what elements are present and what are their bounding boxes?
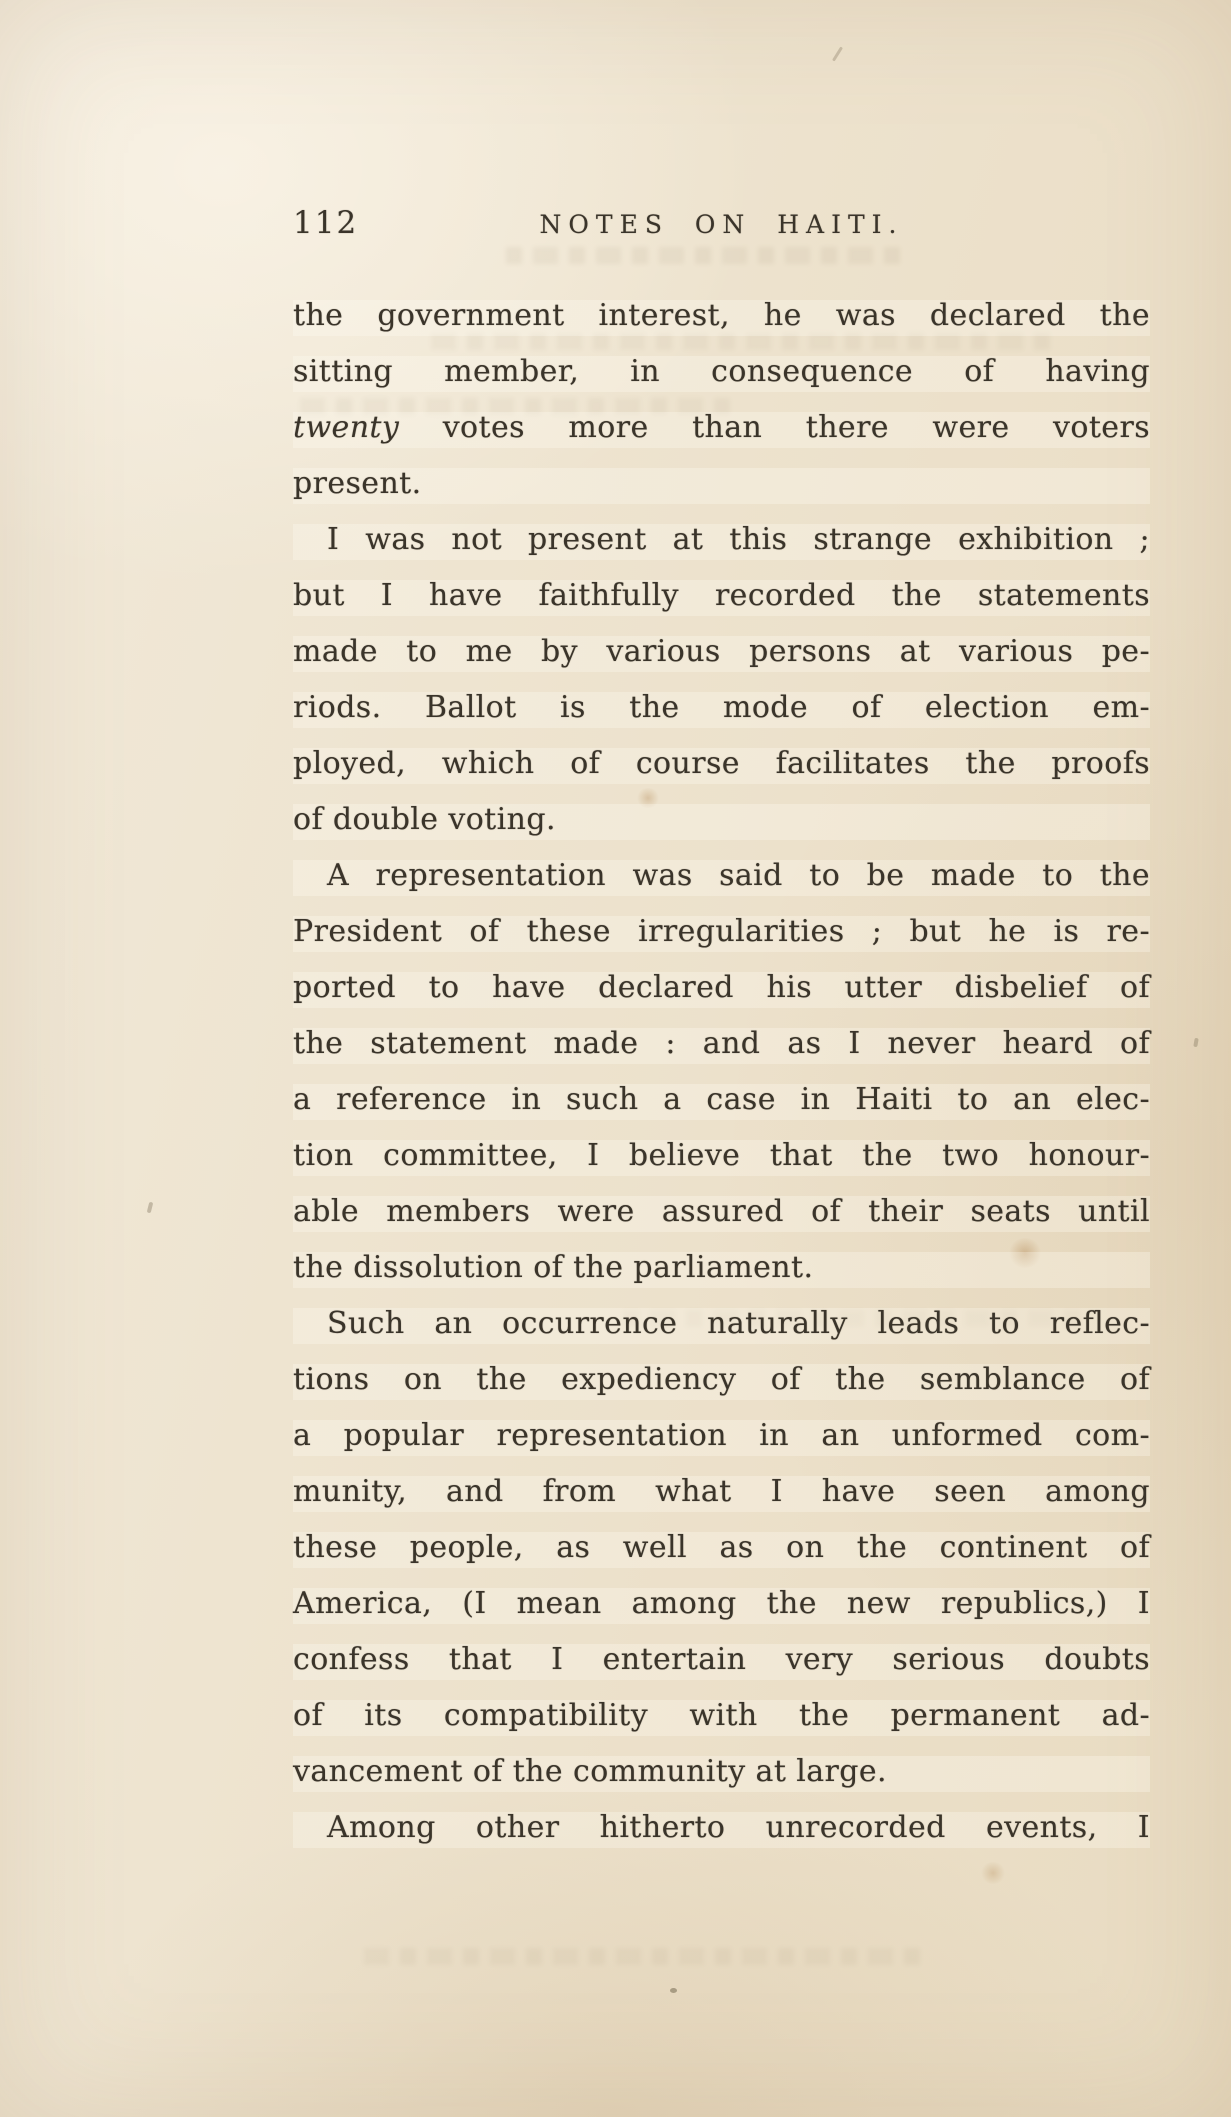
text-segment: I was not present at this strange exhibition ; xyxy=(327,522,1150,557)
paper-speck xyxy=(832,46,843,61)
text-line xyxy=(293,1240,1150,1296)
text-segment: President of these irregularities ; but he is re- xyxy=(293,914,1150,949)
text-line xyxy=(293,456,1150,512)
text-line xyxy=(293,288,1150,344)
text-segment: vancement of the community at large. xyxy=(293,1754,887,1789)
text-line xyxy=(293,1016,1150,1072)
text-segment: ployed, which of course facilitates the proofs xyxy=(293,746,1150,781)
text-segment: munity, and from what I have seen among xyxy=(293,1474,1150,1509)
text-line xyxy=(293,960,1150,1016)
text-line xyxy=(293,344,1150,400)
text-segment: the statement made : and as I never heard of xyxy=(293,1026,1150,1061)
text-line xyxy=(293,1072,1150,1128)
text-segment: votes more than there were voters xyxy=(399,410,1150,445)
bleedthrough-mark xyxy=(360,1948,920,1965)
text-line xyxy=(293,400,1150,456)
text-segment: of double voting. xyxy=(293,802,556,837)
text-segment: present. xyxy=(293,466,422,501)
paragraph xyxy=(293,512,1150,848)
text-line xyxy=(293,1128,1150,1184)
text-line xyxy=(293,1352,1150,1408)
text-line xyxy=(293,1688,1150,1744)
text-line xyxy=(293,1800,1150,1856)
paragraph xyxy=(293,288,1150,512)
text-segment: these people, as well as on the continent of xyxy=(293,1530,1150,1565)
text-line xyxy=(293,1632,1150,1688)
text-line xyxy=(293,792,1150,848)
italic-word: twenty xyxy=(293,410,400,445)
text-line xyxy=(293,1520,1150,1576)
text-segment: America, (I mean among the new republics,) I xyxy=(293,1586,1150,1621)
text-line xyxy=(293,848,1150,904)
text-line xyxy=(293,1464,1150,1520)
text-segment: tion committee, I believe that the two honour- xyxy=(293,1138,1150,1173)
page-number: 112 xyxy=(293,205,359,241)
text-line xyxy=(293,904,1150,960)
text-line xyxy=(293,736,1150,792)
paragraph xyxy=(293,1296,1150,1800)
paper-speck xyxy=(670,1988,677,1993)
text-segment: the government interest, he was declared the xyxy=(293,298,1150,333)
text-segment: of its compatibility with the permanent ad- xyxy=(293,1698,1150,1733)
paper-speck xyxy=(147,1202,154,1214)
text-line xyxy=(293,680,1150,736)
text-segment: confess that I entertain very serious doubts xyxy=(293,1642,1150,1677)
text-segment: a popular representation in an unformed com- xyxy=(293,1418,1150,1453)
bleedthrough-mark xyxy=(500,247,900,264)
text-line xyxy=(293,1184,1150,1240)
text-segment: A representation was said to be made to the xyxy=(327,858,1150,893)
text-line xyxy=(293,568,1150,624)
text-segment: riods. Ballot is the mode of election em- xyxy=(293,690,1150,725)
text-segment: made to me by various persons at various pe- xyxy=(293,634,1150,669)
text-line xyxy=(293,1576,1150,1632)
text-line xyxy=(293,624,1150,680)
paragraph xyxy=(293,1800,1150,1856)
text-segment: able members were assured of their seats until xyxy=(293,1194,1150,1229)
text-segment: the dissolution of the parliament. xyxy=(293,1250,814,1285)
text-segment: a reference in such a case in Haiti to an elec- xyxy=(293,1082,1150,1117)
text-block xyxy=(293,288,1150,1856)
paper-stain xyxy=(980,1862,1006,1884)
text-segment: but I have faithfully recorded the statements xyxy=(293,578,1150,613)
text-segment: sitting member, in consequence of having xyxy=(293,354,1150,389)
text-segment: tions on the expediency of the semblance of xyxy=(293,1362,1150,1397)
text-segment: ported to have declared his utter disbelief of xyxy=(293,970,1150,1005)
text-line xyxy=(293,512,1150,568)
paper-speck xyxy=(1193,1038,1199,1048)
text-line xyxy=(293,1744,1150,1800)
text-line xyxy=(293,1296,1150,1352)
running-head xyxy=(293,205,1150,245)
paragraph xyxy=(293,848,1150,1296)
text-segment: Such an occurrence naturally leads to reflec- xyxy=(327,1306,1150,1341)
text-segment: Among other hitherto unrecorded events, I xyxy=(327,1810,1150,1845)
text-line xyxy=(293,1408,1150,1464)
running-title: NOTES ON HAITI. xyxy=(539,210,904,239)
